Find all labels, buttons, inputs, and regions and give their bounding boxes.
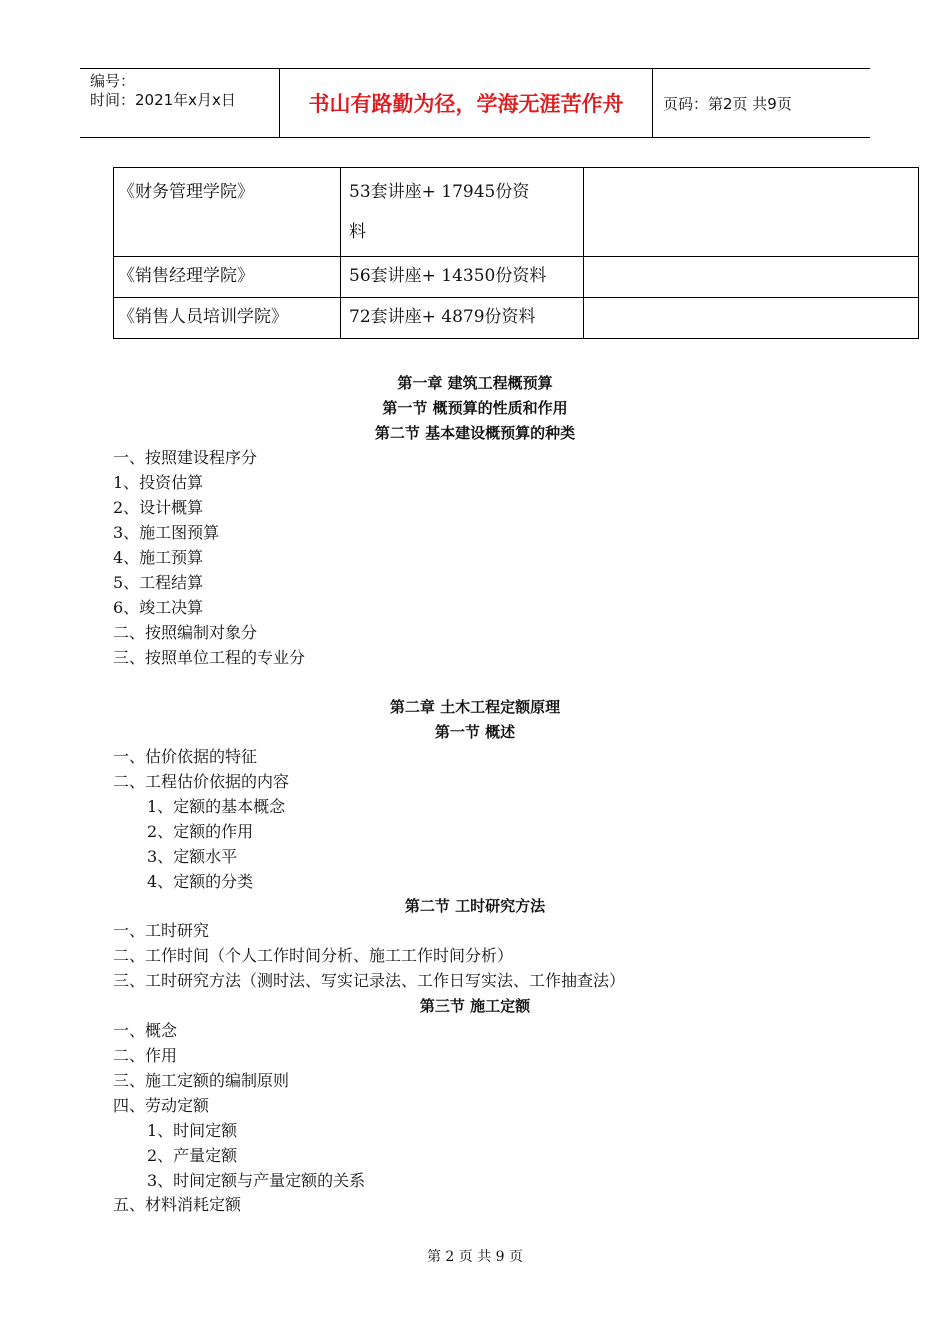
header-page-number: 页码：第2页 共9页 xyxy=(663,94,792,113)
table-row xyxy=(114,168,919,257)
list-item: 二、工作时间（个人工作时间分析、施工工作时间分析） xyxy=(113,946,514,965)
document-date: 时间：2021年x月x日 xyxy=(90,91,236,109)
list-item: 4、施工预算 xyxy=(113,548,204,567)
list-item: 4、定额的分类 xyxy=(147,872,254,891)
list-item: 1、投资估算 xyxy=(113,473,204,492)
table-cell-name: 《销售人员培训学院》 xyxy=(114,298,341,339)
header-meta xyxy=(80,69,280,137)
list-item: 一、估价依据的特征 xyxy=(113,747,258,766)
list-item: 3、定额水平 xyxy=(147,847,238,866)
list-item: 1、定额的基本概念 xyxy=(147,797,286,816)
table-cell-extra xyxy=(584,168,919,257)
chapter-title: 第一章 建筑工程概预算 xyxy=(397,374,553,392)
table-cell-content: 56套讲座+ 14350份资料 xyxy=(341,257,584,298)
table-row xyxy=(114,257,919,298)
list-item: 6、竣工决算 xyxy=(113,598,204,617)
list-item: 2、定额的作用 xyxy=(147,822,254,841)
list-item: 二、作用 xyxy=(113,1046,178,1065)
page-footer: 第 2 页 共 9 页 xyxy=(426,1249,524,1265)
section-title: 第一节 概预算的性质和作用 xyxy=(382,399,568,417)
list-item: 5、工程结算 xyxy=(113,573,204,592)
section-title: 第二节 基本建设概预算的种类 xyxy=(374,424,576,442)
section-title: 第二节 工时研究方法 xyxy=(404,897,546,915)
list-item: 一、按照建设程序分 xyxy=(113,448,258,467)
list-item: 一、概念 xyxy=(113,1021,178,1040)
table-cell-extra xyxy=(584,257,919,298)
header-motto: 书山有路勤为径，学海无涯苦作舟 xyxy=(280,69,653,137)
list-item: 二、工程估价依据的内容 xyxy=(113,772,290,791)
resource-table xyxy=(113,167,919,339)
list-item: 2、产量定额 xyxy=(147,1146,238,1165)
cell-text: 料 xyxy=(349,222,366,242)
table-cell-content: 72套讲座+ 4879份资料 xyxy=(341,298,584,339)
list-item: 3、施工图预算 xyxy=(113,523,220,542)
list-item: 三、工时研究方法（测时法、写实记录法、工作日写实法、工作抽查法） xyxy=(113,971,626,990)
list-item: 1、时间定额 xyxy=(147,1121,238,1140)
list-item: 3、时间定额与产量定额的关系 xyxy=(147,1171,366,1190)
page-header xyxy=(80,68,870,138)
section-title: 第一节 概述 xyxy=(434,723,516,741)
table-row xyxy=(114,298,919,339)
chapter-title: 第二章 土木工程定额原理 xyxy=(389,698,561,716)
table-cell-content xyxy=(341,168,584,257)
list-item: 一、工时研究 xyxy=(113,921,210,940)
table-cell-name: 《销售经理学院》 xyxy=(114,257,341,298)
list-item: 三、施工定额的编制原则 xyxy=(113,1071,290,1090)
cell-text: 53套讲座+ 17945份资 xyxy=(349,182,530,202)
table-cell-extra xyxy=(584,298,919,339)
list-item: 四、劳动定额 xyxy=(113,1096,210,1115)
section-title: 第三节 施工定额 xyxy=(419,997,531,1015)
list-item: 五、材料消耗定额 xyxy=(113,1195,242,1214)
list-item: 三、按照单位工程的专业分 xyxy=(113,648,306,667)
document-number-label: 编号： xyxy=(90,72,136,90)
list-item: 二、按照编制对象分 xyxy=(113,623,258,642)
table-cell-name: 《财务管理学院》 xyxy=(114,168,341,257)
list-item: 2、设计概算 xyxy=(113,498,204,517)
